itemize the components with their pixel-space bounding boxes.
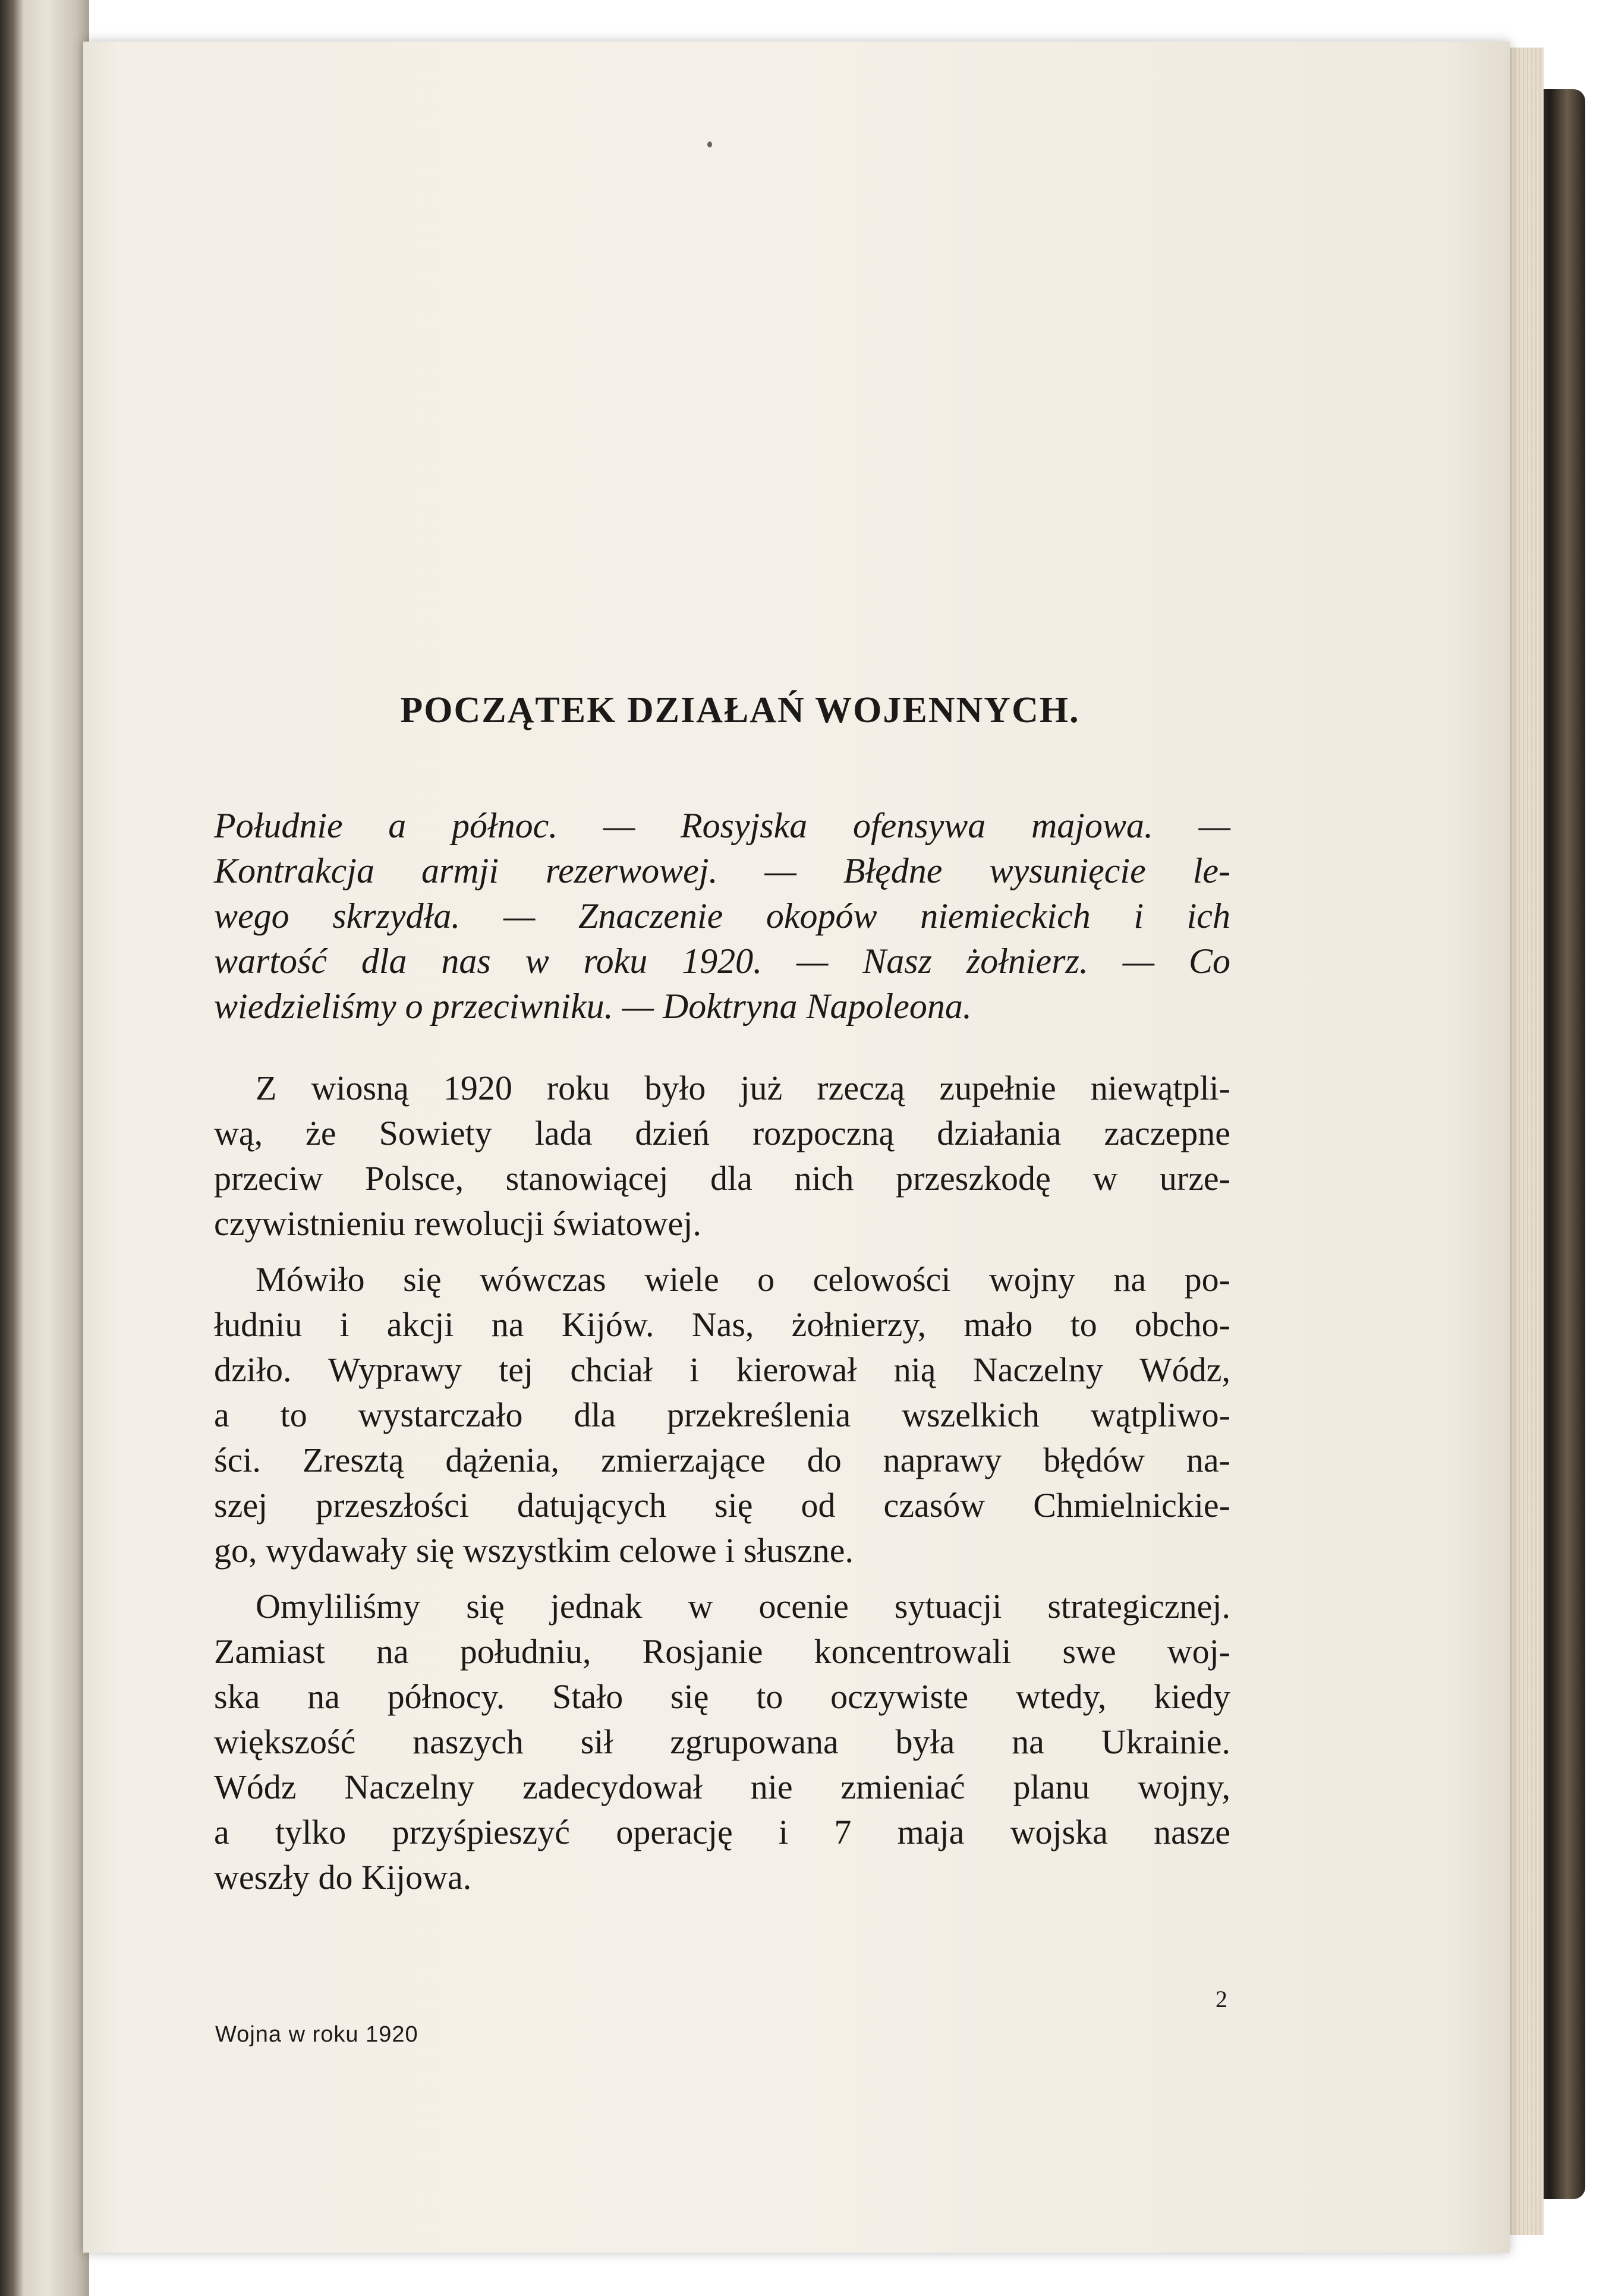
chapter-summary (214, 803, 1230, 1029)
paragraph-line: łudniu i akcji na Kijów. Nas, żołnierzy, mało to obcho- (214, 1305, 1230, 1344)
paragraph (214, 1584, 1230, 1900)
summary-line: Południe a północ. — Rosyjska ofensywa majowa. — (214, 806, 1230, 845)
left-page-edge (0, 0, 89, 2296)
paragraph-line: Mówiło się wówczas wiele o celowości wojny na po- (256, 1260, 1230, 1299)
summary-line: wartość dla nas w roku 1920. — Nasz żołnierz. — Co (214, 941, 1230, 981)
paragraph-line: Wódz Naczelny zadecydował nie zmieniać planu wojny, (214, 1768, 1230, 1806)
summary-line: Kontrakcja armji rezerwowej. — Błędne wysunięcie le- (214, 851, 1230, 890)
paragraph-line: weszły do Kijowa. (214, 1858, 472, 1897)
paragraph-line: szej przeszłości datujących się od czasów Chmielnickie- (214, 1486, 1230, 1525)
paragraph-line: dziło. Wyprawy tej chciał i kierował nią Naczelny Wódz, (214, 1350, 1230, 1389)
paragraph-line: a to wystarczało dla przekreślenia wszelkich wątpliwo- (214, 1396, 1230, 1434)
paragraph-line: Z wiosną 1920 roku było już rzeczą zupełnie niewątpli- (256, 1069, 1230, 1107)
paragraph-line: przeciw Polsce, stanowiącej dla nich przeszkodę w urze- (214, 1159, 1230, 1198)
paragraph-line: ści. Zresztą dążenia, zmierzające do naprawy błędów na- (214, 1441, 1230, 1479)
paragraph-line: go, wydawały się wszystkim celowe i słuszne. (214, 1531, 854, 1570)
paragraph-line: ska na północy. Stało się to oczywiste wtedy, kiedy (214, 1677, 1230, 1716)
summary-line: wiedzieliśmy o przeciwniku. — Doktryna Napoleona. (214, 987, 972, 1026)
signature-footer: Wojna w roku 1920 (215, 2022, 418, 2047)
page-content (214, 689, 1230, 1911)
page-stack-edge (1508, 48, 1544, 2235)
paragraph-line: Zamiast na południu, Rosjanie koncentrowali swe woj- (214, 1632, 1230, 1671)
paragraph-line: czywistnieniu rewolucji światowej. (214, 1204, 701, 1243)
paragraph-line: a tylko przyśpieszyć operację i 7 maja wojska nasze (214, 1813, 1230, 1851)
page-number: 2 (1216, 1986, 1227, 2012)
summary-line: wego skrzydła. — Znaczenie okopów niemieckich i ich (214, 896, 1230, 936)
paragraph (214, 1257, 1230, 1573)
paragraph (214, 1066, 1230, 1246)
show-through-text (321, 297, 1331, 340)
chapter-heading: POCZĄTEK DZIAŁAŃ WOJENNYCH. (400, 690, 1080, 730)
paragraph-line: większość naszych sił zgrupowana była na Ukrainie. (214, 1722, 1230, 1761)
paragraph-line: Omyliliśmy się jednak w ocenie sytuacji strategicznej. (256, 1587, 1230, 1626)
page-speck (707, 141, 712, 147)
paragraph-line: wą, że Sowiety lada dzień rozpoczną działania zaczepne (214, 1114, 1230, 1152)
